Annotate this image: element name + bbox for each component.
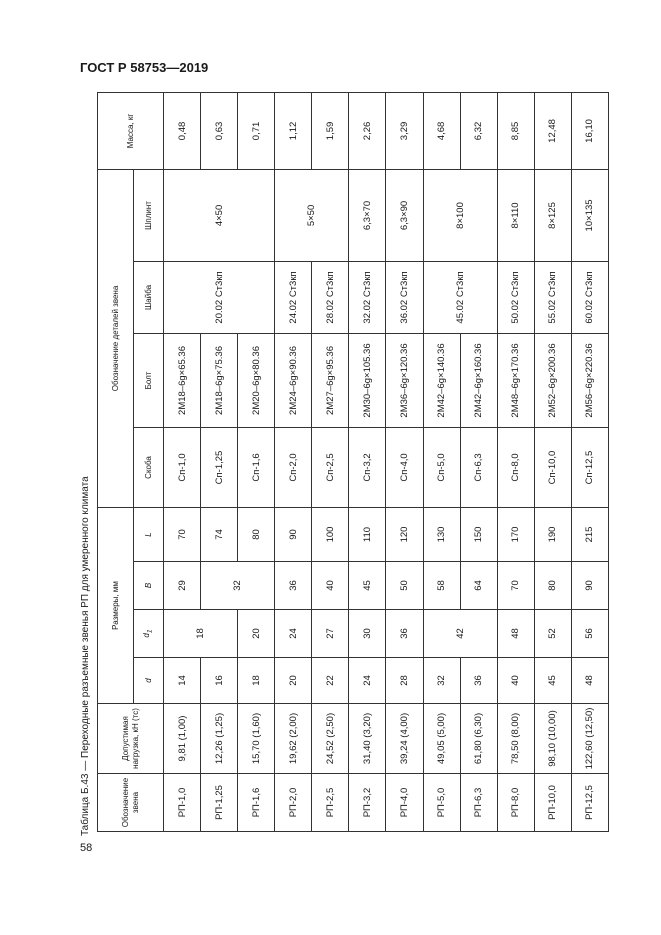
col-load-header: Допустимая нагрузка, кН (тс)	[98, 704, 164, 774]
cell-mass: 2,26	[349, 92, 386, 169]
cell-b: 32	[201, 562, 275, 610]
cell-load: 9,81 (1,00)	[164, 704, 201, 774]
cell-bolt: 2М48–6g×170.36	[497, 333, 534, 427]
cell-pin: 8×110	[497, 169, 534, 261]
cell-d1: 36	[386, 610, 423, 658]
cell-designation: РП-6,3	[460, 774, 497, 832]
cell-pin: 10×135	[571, 169, 608, 261]
cell-pin: 8×125	[534, 169, 571, 261]
cell-l: 190	[534, 507, 571, 561]
cell-d: 20	[275, 658, 312, 704]
col-designation-header: Обозначение звена	[98, 774, 164, 832]
cell-mass: 0,63	[201, 92, 238, 169]
cell-b: 80	[534, 562, 571, 610]
links-table	[97, 92, 609, 832]
cell-washer: 28.02 Ст3кп	[312, 261, 349, 333]
cell-b: 64	[460, 562, 497, 610]
cell-washer: 36.02 Ст3кп	[386, 261, 423, 333]
cell-bracket: Сп-12,5	[571, 427, 608, 507]
cell-b: 50	[386, 562, 423, 610]
cell-load: 61,80 (6,30)	[460, 704, 497, 774]
cell-bracket: Сп-4,0	[386, 427, 423, 507]
page-number: 58	[80, 842, 93, 854]
cell-load: 98,10 (10,00)	[534, 704, 571, 774]
cell-load: 78,50 (8,00)	[497, 704, 534, 774]
cell-mass: 6,32	[460, 92, 497, 169]
cell-bracket: Сп-5,0	[423, 427, 460, 507]
cell-mass: 3,29	[386, 92, 423, 169]
cell-d1: 20	[238, 610, 275, 658]
cell-d: 16	[201, 658, 238, 704]
cell-designation: РП-1,0	[164, 774, 201, 832]
cell-designation: РП-1,25	[201, 774, 238, 832]
cell-washer: 45.02 Ст3кп	[423, 261, 497, 333]
cell-bracket: Сп-10,0	[534, 427, 571, 507]
col-mass-header: Масса, кг	[98, 92, 164, 169]
cell-designation: РП-3,2	[349, 774, 386, 832]
cell-designation: РП-8,0	[497, 774, 534, 832]
cell-washer: 32.02 Ст3кп	[349, 261, 386, 333]
cell-load: 31,40 (3,20)	[349, 704, 386, 774]
cell-pin: 6,3×70	[349, 169, 386, 261]
cell-bolt: 2М20–6g×80.36	[238, 333, 275, 427]
cell-d1: 56	[571, 610, 608, 658]
cell-load: 24,52 (2,50)	[312, 704, 349, 774]
document-header: ГОСТ Р 58753—2019	[80, 60, 209, 75]
cell-load: 12,26 (1,25)	[201, 704, 238, 774]
col-l-header: L	[134, 507, 164, 561]
cell-l: 110	[349, 507, 386, 561]
table-row	[164, 92, 201, 831]
cell-d: 14	[164, 658, 201, 704]
cell-l: 90	[275, 507, 312, 561]
cell-mass: 8,85	[497, 92, 534, 169]
cell-bracket: Сп-6,3	[460, 427, 497, 507]
cell-l: 150	[460, 507, 497, 561]
cell-d: 32	[423, 658, 460, 704]
cell-d: 45	[534, 658, 571, 704]
cell-bolt: 2М18–6g×65.36	[164, 333, 201, 427]
cell-b: 70	[497, 562, 534, 610]
cell-mass: 0,48	[164, 92, 201, 169]
cell-d1: 52	[534, 610, 571, 658]
cell-washer: 60.02 Ст3кп	[571, 261, 608, 333]
cell-washer: 24.02 Ст3кп	[275, 261, 312, 333]
cell-bracket: Сп-1,25	[201, 427, 238, 507]
cell-bolt: 2М24–6g×90.36	[275, 333, 312, 427]
cell-d1: 30	[349, 610, 386, 658]
cell-load: 15,70 (1,60)	[238, 704, 275, 774]
cell-washer: 50.02 Ст3кп	[497, 261, 534, 333]
cell-l: 70	[164, 507, 201, 561]
col-b-header: B	[134, 562, 164, 610]
cell-bracket: Сп-2,0	[275, 427, 312, 507]
cell-mass: 16,10	[571, 92, 608, 169]
cell-bracket: Сп-1,0	[164, 427, 201, 507]
cell-designation: РП-4,0	[386, 774, 423, 832]
cell-d: 24	[349, 658, 386, 704]
cell-d: 40	[497, 658, 534, 704]
cell-designation: РП-12,5	[571, 774, 608, 832]
table-row	[423, 92, 460, 831]
col-pin-header: Шплинт	[134, 169, 164, 261]
cell-d1: 24	[275, 610, 312, 658]
cell-d1: 48	[497, 610, 534, 658]
table-row	[386, 92, 423, 831]
cell-bracket: Сп-2,5	[312, 427, 349, 507]
col-washer-header: Шайба	[134, 261, 164, 333]
cell-bolt: 2М42–6g×160.36	[460, 333, 497, 427]
cell-b: 90	[571, 562, 608, 610]
cell-pin: 4×50	[164, 169, 275, 261]
cell-l: 130	[423, 507, 460, 561]
cell-d: 18	[238, 658, 275, 704]
table-row	[534, 92, 571, 831]
cell-l: 100	[312, 507, 349, 561]
cell-bolt: 2М30–6g×105.36	[349, 333, 386, 427]
cell-l: 80	[238, 507, 275, 561]
cell-designation: РП-5,0	[423, 774, 460, 832]
col-parts-header: Обозначение деталей звена	[98, 169, 134, 507]
cell-load: 39,24 (4,00)	[386, 704, 423, 774]
cell-bolt: 2М18–6g×75.36	[201, 333, 238, 427]
cell-load: 49,05 (5,00)	[423, 704, 460, 774]
cell-l: 170	[497, 507, 534, 561]
cell-pin: 5×50	[275, 169, 349, 261]
cell-l: 215	[571, 507, 608, 561]
cell-designation: РП-2,5	[312, 774, 349, 832]
cell-l: 120	[386, 507, 423, 561]
table-row	[571, 92, 608, 831]
cell-d1: 42	[423, 610, 497, 658]
table-caption: Таблица Б.43 — Переходные разъемные звенья РП для умеренного климата	[80, 476, 91, 836]
cell-d1: 18	[164, 610, 238, 658]
cell-d1: 27	[312, 610, 349, 658]
cell-d: 36	[460, 658, 497, 704]
cell-mass: 1,12	[275, 92, 312, 169]
cell-bolt: 2М42–6g×140.36	[423, 333, 460, 427]
cell-b: 58	[423, 562, 460, 610]
cell-pin: 8×100	[423, 169, 497, 261]
col-bolt-header: Болт	[134, 333, 164, 427]
col-bracket-header: Скоба	[134, 427, 164, 507]
cell-load: 19,62 (2,00)	[275, 704, 312, 774]
cell-designation: РП-1,6	[238, 774, 275, 832]
cell-bracket: Сп-8,0	[497, 427, 534, 507]
cell-bolt: 2М27–6g×95.36	[312, 333, 349, 427]
cell-designation: РП-10,0	[534, 774, 571, 832]
table-row	[497, 92, 534, 831]
cell-mass: 4,68	[423, 92, 460, 169]
cell-bolt: 2М52–6g×200.36	[534, 333, 571, 427]
cell-pin: 6,3×90	[386, 169, 423, 261]
cell-b: 45	[349, 562, 386, 610]
cell-designation: РП-2,0	[275, 774, 312, 832]
cell-l: 74	[201, 507, 238, 561]
rotated-table-wrapper	[97, 93, 609, 832]
cell-b: 29	[164, 562, 201, 610]
table-header-row	[98, 92, 134, 831]
table-row	[275, 92, 312, 831]
cell-d: 28	[386, 658, 423, 704]
cell-mass: 0,71	[238, 92, 275, 169]
cell-b: 36	[275, 562, 312, 610]
cell-load: 122,60 (12,50)	[571, 704, 608, 774]
cell-b: 40	[312, 562, 349, 610]
col-d-header: d	[134, 658, 164, 704]
col-dims-header: Размеры, мм	[98, 507, 134, 703]
col-d1-header: $d_1$	[134, 610, 164, 658]
cell-d: 22	[312, 658, 349, 704]
cell-mass: 1,59	[312, 92, 349, 169]
cell-washer: 55.02 Ст3кп	[534, 261, 571, 333]
cell-bracket: Сп-1,6	[238, 427, 275, 507]
cell-mass: 12,48	[534, 92, 571, 169]
cell-bolt: 2М36–6g×120.36	[386, 333, 423, 427]
cell-bracket: Сп-3,2	[349, 427, 386, 507]
table-row	[349, 92, 386, 831]
cell-bolt: 2М56–6g×220.36	[571, 333, 608, 427]
cell-d: 48	[571, 658, 608, 704]
cell-washer: 20.02 Ст3кп	[164, 261, 275, 333]
